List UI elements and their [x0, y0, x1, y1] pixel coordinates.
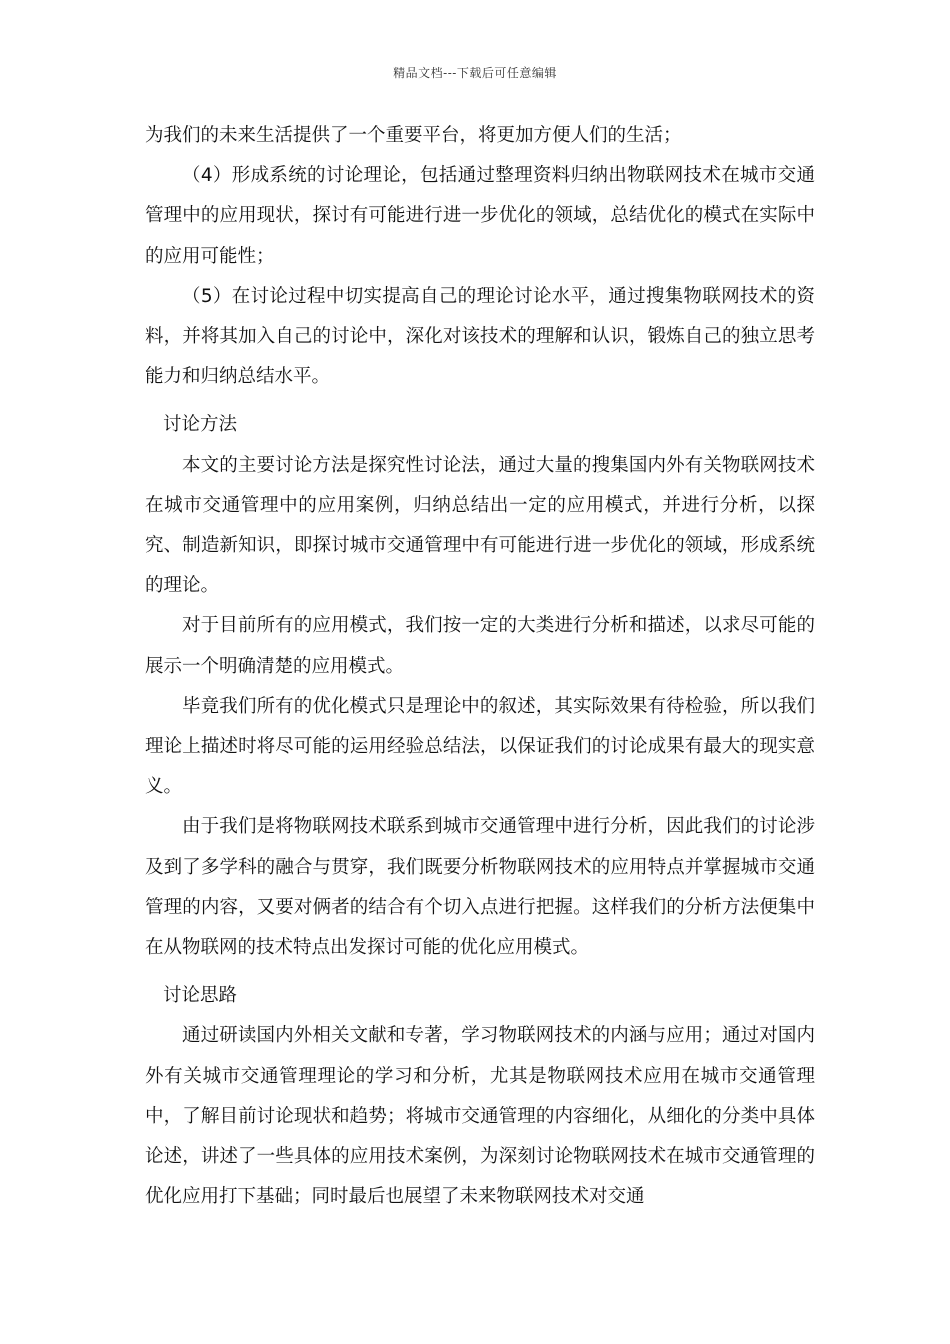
section-heading-approach: 讨论思路: [163, 985, 238, 1007]
method-paragraph-4: 由于我们是将物联网技术联系到城市交通管理中进行分析，因此我们的讨论涉及到了多学科的融合与贯穿，我们既要分析物联网技术的应用特点并掌握城市交通管理的内容，又要对俩者的结合有个切入点进行把握。这样我们的分析方法便集中在从物联网的技术特点出发探讨可能的优化应用模式。: [145, 816, 815, 959]
page-content: [145, 116, 815, 1217]
method-paragraph-1: 本文的主要讨论方法是探究性讨论法，通过大量的搜集国内外有关物联网技术在城市交通管理中的应用案例，归纳总结出一定的应用模式，并进行分析，以探究、制造新知识，即探讨城市交通管理中有可能进行进一步优化的领域，形成系统的理论。: [145, 454, 815, 597]
section-heading-method: 讨论方法: [163, 414, 238, 436]
approach-paragraph-1: 通过研读国内外相关文献和专著，学习物联网技术的内涵与应用；通过对国内外有关城市交通管理理论的学习和分析，尤其是物联网技术应用在城市交通管理中，了解目前讨论现状和趋势；将城市交通管理的内容细化，从细化的分类中具体论述，讲述了一些具体的应用技术案例，为深刻讨论物联网技术在城市交通管理的优化应用打下基础；同时最后也展望了未来物联网技术对交通: [145, 1025, 815, 1208]
paragraph-continuation: 为我们的未来生活提供了一个重要平台，将更加方便人们的生活；: [145, 125, 682, 146]
paragraph-item-4: （4）形成系统的讨论理论，包括通过整理资料归纳出物联网技术在城市交通管理中的应用现状，探讨有可能进行进一步优化的领域，总结优化的模式在实际中的应用可能性；: [145, 165, 815, 267]
method-paragraph-2: 对于目前所有的应用模式，我们按一定的大类进行分析和描述，以求尽可能的展示一个明确清楚的应用模式。: [145, 615, 815, 677]
method-paragraph-3: 毕竟我们所有的优化模式只是理论中的叙述，其实际效果有待检验，所以我们理论上描述时将尽可能的运用经验总结法，以保证我们的讨论成果有最大的现实意义。: [145, 695, 815, 798]
paragraph-item-5: （5）在讨论过程中切实提高自己的理论讨论水平，通过搜集物联网技术的资料，并将其加入自己的讨论中，深化对该技术的理解和认识，锻炼自己的独立思考能力和归纳总结水平。: [145, 285, 815, 388]
page-header: 精品文档---下载后可任意编辑: [393, 66, 557, 80]
